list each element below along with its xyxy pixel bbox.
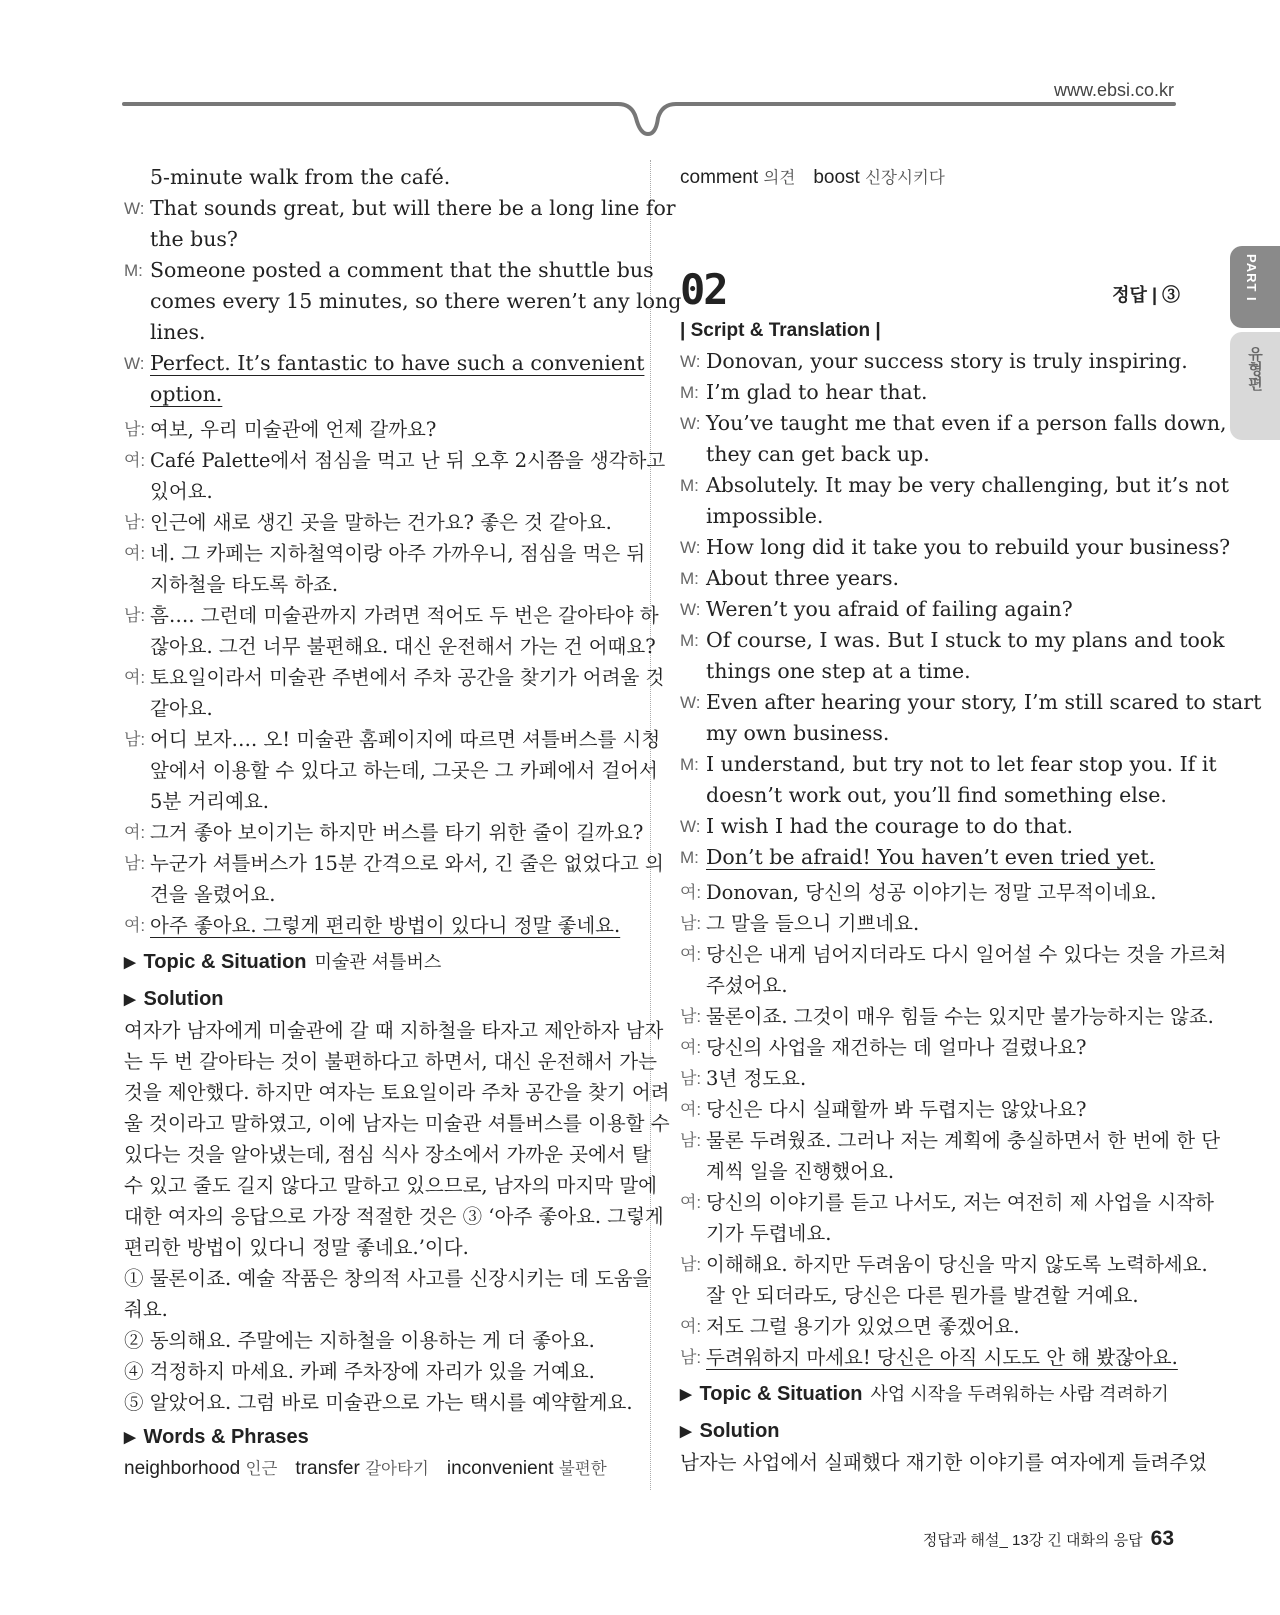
speaker-label: 여: <box>680 1193 702 1212</box>
solution-line: ④ 걱정하지 마세요. 카페 주차장에 자리가 있을 거예요. <box>124 1360 595 1383</box>
dialogue-text: I’m glad to hear that. <box>706 380 928 404</box>
dialogue-text: 네. 그 카페는 지하철역이랑 아주 가까우니, 점심을 먹은 뒤 <box>150 542 646 565</box>
speaker-label: W: <box>680 600 701 619</box>
speaker-label: W: <box>124 354 145 373</box>
dialogue-text: About three years. <box>706 566 900 590</box>
speaker-label: W: <box>680 817 701 836</box>
dialogue-line <box>124 817 644 848</box>
dialogue-text: 당신의 이야기를 듣고 나서도, 저는 여전히 제 사업을 시작하 <box>706 1191 1214 1214</box>
dialogue-line <box>680 408 1227 470</box>
dialogue-line <box>124 662 665 724</box>
footer-text: 정답과 해설_ 13강 긴 대화의 응답 <box>922 1532 1143 1549</box>
dialogue-text: 인근에 새로 생긴 곳을 말하는 건가요? 좋은 것 같아요. <box>150 511 612 534</box>
speaker-label: 남: <box>680 1255 702 1274</box>
dialogue-text: things one step at a time. <box>706 659 971 683</box>
dialogue-text: I wish I had the courage to do that. <box>706 814 1074 838</box>
dialogue-text: 있어요. <box>150 480 213 503</box>
solution-line: 남자는 사업에서 실패했다 재기한 이야기를 여자에게 들려주었 <box>680 1451 1207 1474</box>
speaker-label: W: <box>680 538 701 557</box>
dialogue-text: 두려워하지 마세요! 당신은 아직 시도도 안 해 봤잖아요. <box>706 1346 1178 1369</box>
dialogue-line <box>680 687 1262 749</box>
dialogue-text: 이해해요. 하지만 두려움이 당신을 막지 않도록 노력하세요. <box>706 1253 1208 1276</box>
dialogue-line <box>680 346 1188 377</box>
dialogue-text: Donovan, your success story is truly inspiring. <box>706 349 1188 373</box>
dialogue-text: Perfect. It’s fantastic to have such a convenient <box>150 351 645 375</box>
speaker-label: 여: <box>124 916 146 935</box>
speaker-label: 남: <box>680 1007 702 1026</box>
dialogue-text: 잘 안 되더라도, 당신은 다른 뭔가를 발견할 거예요. <box>706 1284 1139 1307</box>
dialogue-line <box>680 1342 1180 1373</box>
word-entry: inconvenient 불편한 <box>446 1458 607 1479</box>
play-bullet-icon: ▶ <box>124 954 136 971</box>
speaker-label: 여: <box>680 1317 702 1336</box>
word-entry: boost 신장시키다 <box>813 167 945 188</box>
dialogue-line <box>680 811 1180 842</box>
dialogue-text: 토요일이라서 미술관 주변에서 주차 공간을 찾기가 어려울 것 <box>150 666 665 689</box>
solution-line: ⑤ 알았어요. 그럼 바로 미술관으로 가는 택시를 예약할게요. <box>124 1391 633 1414</box>
speaker-label: W: <box>680 693 701 712</box>
speaker-label: 남: <box>680 1131 702 1150</box>
dialogue-text: I understand, but try not to let fear stop you. If it <box>706 752 1217 776</box>
speaker-label: W: <box>680 414 701 433</box>
dialogue-text: You’ve taught me that even if a person falls down, <box>706 411 1227 435</box>
dialogue-line <box>680 1001 1214 1032</box>
dialogue-text: 어디 보자…. 오! 미술관 홈페이지에 따르면 셔틀버스를 시청 <box>150 728 661 751</box>
dialogue-text: 아주 좋아요. 그렇게 편리한 방법이 있다니 정말 좋네요. <box>150 914 621 937</box>
dialogue-line <box>680 1125 1221 1187</box>
dialogue-text: my own business. <box>706 721 890 745</box>
topic-heading: ▶ Topic & Situation 미술관 셔틀버스 <box>124 947 624 978</box>
dialogue-text: 여보, 우리 미술관에 언제 갈까요? <box>150 418 437 441</box>
speaker-label: 여: <box>124 451 146 470</box>
dialogue-text: Someone posted a comment that the shuttle bus <box>150 258 654 282</box>
side-tab-type[interactable]: 유형편 <box>1230 332 1280 440</box>
dialogue-kr-translation <box>680 877 1227 1373</box>
dialogue-line <box>680 877 1180 908</box>
dialogue-text: option. <box>150 382 223 406</box>
dialogue-text: 계씩 일을 진행했어요. <box>706 1160 895 1183</box>
dialogue-line <box>680 749 1217 811</box>
words-list <box>124 1453 624 1485</box>
dialogue-line <box>124 507 624 538</box>
dialogue-line <box>680 563 1180 594</box>
dialogue-text: Donovan, 당신의 성공 이야기는 정말 고무적이네요. <box>706 881 1157 904</box>
speaker-label: W: <box>124 199 145 218</box>
dialogue-line <box>680 1094 1180 1125</box>
solution-heading: ▶ Solution <box>124 984 624 1015</box>
dialogue-text: 앞에서 이용할 수 있다고 하는데, 그곳은 그 카페에서 걸어서 <box>150 759 658 782</box>
dialogue-line <box>680 470 1229 532</box>
dialogue-text: 같아요. <box>150 697 213 720</box>
dialogue-text: Even after hearing your story, I’m still scared to start <box>706 690 1262 714</box>
dialogue-text: Weren’t you afraid of failing again? <box>706 597 1073 621</box>
speaker-label: 남: <box>680 1348 702 1367</box>
speaker-label: 남: <box>124 606 146 625</box>
left-column <box>124 162 682 1485</box>
site-url[interactable]: www.ebsi.co.kr <box>1053 80 1174 100</box>
dialogue-line <box>124 255 682 348</box>
word-entry: comment 의견 <box>680 167 796 188</box>
dialogue-line <box>680 1187 1214 1249</box>
dialogue-text: 흠…. 그런데 미술관까지 가려면 적어도 두 번은 갈아타야 하 <box>150 604 659 627</box>
dialogue-text: 지하철을 타도록 하죠. <box>150 573 339 596</box>
play-bullet-icon: ▶ <box>124 991 136 1008</box>
question-number: 02 <box>680 265 727 314</box>
dialogue-text: 잖아요. 그건 너무 불편해요. 대신 운전해서 가는 건 어때요? <box>150 635 656 658</box>
speaker-label: 남: <box>124 513 146 532</box>
dialogue-text: 물론 두려웠죠. 그러나 저는 계획에 충실하면서 한 번에 한 단 <box>706 1129 1221 1152</box>
dialogue-line <box>680 908 1180 939</box>
dialogue-text: 누군가 셔틀버스가 15분 간격으로 와서, 긴 줄은 없었다고 의 <box>150 852 664 875</box>
dialogue-text: doesn’t work out, you’ll find something else. <box>706 783 1167 807</box>
solution-line: 수 있고 줄도 길지 않다고 말하고 있으므로, 남자의 마지막 말에 <box>124 1174 657 1197</box>
speaker-label: 여: <box>124 823 146 842</box>
page-footer <box>923 1527 1174 1551</box>
dialogue-text: 그거 좋아 보이기는 하지만 버스를 타기 위한 줄이 길까요? <box>150 821 644 844</box>
dialogue-text: How long did it take you to rebuild your business? <box>706 535 1231 559</box>
side-tab-part[interactable]: PART I <box>1230 246 1280 328</box>
dialogue-text: comes every 15 minutes, so there weren’t any long <box>150 289 682 313</box>
words-heading: ▶ Words & Phrases <box>124 1422 624 1453</box>
dialogue-line <box>124 193 676 255</box>
solution-line: ① 물론이죠. 예술 작품은 창의적 사고를 신장시키는 데 도움을 <box>124 1267 652 1290</box>
speaker-label: M: <box>680 569 699 588</box>
play-bullet-icon: ▶ <box>124 1429 136 1446</box>
dialogue-text: 기가 두렵네요. <box>706 1222 832 1245</box>
dialogue-line <box>680 1249 1208 1311</box>
dialogue-text: lines. <box>150 320 206 344</box>
dialogue-text: 3년 정도요. <box>706 1067 807 1090</box>
dialogue-text: 그 말을 들으니 기쁘네요. <box>706 912 920 935</box>
play-bullet-icon: ▶ <box>680 1386 692 1403</box>
speaker-label: W: <box>680 352 701 371</box>
dialogue-text: 5-minute walk from the café. <box>150 165 451 189</box>
dialogue-text: 주셨어요. <box>706 974 788 997</box>
speaker-label: 남: <box>124 420 146 439</box>
play-bullet-icon: ▶ <box>680 1423 692 1440</box>
dialogue-text: the bus? <box>150 227 238 251</box>
solution-line: 여자가 남자에게 미술관에 갈 때 지하철을 타자고 제안하자 남자 <box>124 1019 664 1042</box>
dialogue-text: 5분 거리예요. <box>150 790 269 813</box>
dialogue-line <box>680 842 1180 873</box>
solution-line: 편리한 방법이 있다니 정말 좋네요.’이다. <box>124 1236 469 1259</box>
dialogue-line <box>680 1063 1180 1094</box>
question-header <box>680 265 1180 314</box>
speaker-label: 여: <box>680 1038 702 1057</box>
speaker-label: M: <box>680 631 699 650</box>
speaker-label: 여: <box>680 883 702 902</box>
dialogue-text: 견을 올렸어요. <box>150 883 276 906</box>
dialogue-line <box>680 625 1225 687</box>
dialogue-kr-translation <box>124 414 666 941</box>
speaker-label: M: <box>680 383 699 402</box>
dialogue-line <box>124 348 645 410</box>
word-entry: neighborhood 인근 <box>124 1458 278 1479</box>
header-rule <box>0 0 1280 140</box>
solution-line: ② 동의해요. 주말에는 지하철을 이용하는 게 더 좋아요. <box>124 1329 595 1352</box>
dialogue-text: they can get back up. <box>706 442 930 466</box>
solution-heading: ▶ Solution <box>680 1416 1180 1447</box>
solution-text <box>124 1015 670 1418</box>
dialogue-line <box>124 414 624 445</box>
dialogue-line <box>124 910 624 941</box>
speaker-label: M: <box>680 755 699 774</box>
dialogue-text: That sounds great, but will there be a long line for <box>150 196 676 220</box>
dialogue-line <box>124 724 661 817</box>
column-divider <box>650 160 651 1490</box>
speaker-label: 여: <box>124 544 146 563</box>
dialogue-text: 저도 그럴 용기가 있었으면 좋겠어요. <box>706 1315 1020 1338</box>
solution-line: 것을 제안했다. 하지만 여자는 토요일이라 주차 공간을 찾기 어려 <box>124 1081 670 1104</box>
dialogue-line <box>680 1032 1180 1063</box>
speaker-label: 남: <box>680 1069 702 1088</box>
dialogue-line <box>124 538 646 600</box>
speaker-label: 남: <box>680 914 702 933</box>
speaker-label: 여: <box>680 945 702 964</box>
dialogue-line <box>680 1311 1180 1342</box>
dialogue-text: 당신은 내게 넘어지더라도 다시 일어설 수 있다는 것을 가르쳐 <box>706 943 1227 966</box>
speaker-label: 남: <box>124 854 146 873</box>
dialogue-line <box>124 162 624 193</box>
dialogue-text: Of course, I was. But I stuck to my plans and took <box>706 628 1225 652</box>
solution-line: 는 두 번 갈아타는 것이 불편하다고 하면서, 대신 운전해서 가는 <box>124 1050 657 1073</box>
dialogue-text: 물론이죠. 그것이 매우 힘들 수는 있지만 불가능하지는 않죠. <box>706 1005 1214 1028</box>
speaker-label: 여: <box>680 1100 702 1119</box>
solution-line: 대한 여자의 응답으로 가장 적절한 것은 ③ ‘아주 좋아요. 그렇게 <box>124 1205 664 1228</box>
dialogue-text: impossible. <box>706 504 824 528</box>
speaker-label: M: <box>680 848 699 867</box>
speaker-label: M: <box>124 261 143 280</box>
script-heading: | Script & Translation | <box>680 320 881 341</box>
dialogue-line <box>680 532 1231 563</box>
dialogue-line <box>124 848 664 910</box>
answer-label: 정답 | ③ <box>1112 285 1180 305</box>
dialogue-text: Don’t be afraid! You haven’t even tried yet. <box>706 845 1156 869</box>
speaker-label: 남: <box>124 730 146 749</box>
solution-line: 울 것이라고 말하였고, 이에 남자는 미술관 셔틀버스를 이용할 수 <box>124 1112 670 1135</box>
dialogue-line <box>680 377 1180 408</box>
speaker-label: 여: <box>124 668 146 687</box>
dialogue-text: Café Palette에서 점심을 먹고 난 뒤 오후 2시쯤을 생각하고 <box>150 449 666 472</box>
dialogue-text: 당신은 다시 실패할까 봐 두렵지는 않았나요? <box>706 1098 1087 1121</box>
dialogue-line <box>680 594 1180 625</box>
dialogue-line <box>124 445 666 507</box>
dialogue-line <box>680 939 1227 1001</box>
dialogue-text: 당신의 사업을 재건하는 데 얼마나 걸렸나요? <box>706 1036 1087 1059</box>
dialogue-en-continued <box>124 162 682 410</box>
solution-line: 있다는 것을 알아냈는데, 점심 식사 장소에서 가까운 곳에서 탈 <box>124 1143 651 1166</box>
solution-text <box>680 1447 1207 1478</box>
dialogue-text: Absolutely. It may be very challenging, but it’s not <box>706 473 1229 497</box>
dialogue-line <box>124 600 659 662</box>
speaker-label: M: <box>680 476 699 495</box>
word-entry: transfer 갈아타기 <box>295 1458 429 1479</box>
page-number: 63 <box>1150 1527 1174 1550</box>
solution-line: 줘요. <box>124 1298 168 1321</box>
words-list-continued <box>680 162 1180 194</box>
topic-heading: ▶ Topic & Situation 사업 시작을 두려워하는 사람 격려하기 <box>680 1379 1180 1410</box>
